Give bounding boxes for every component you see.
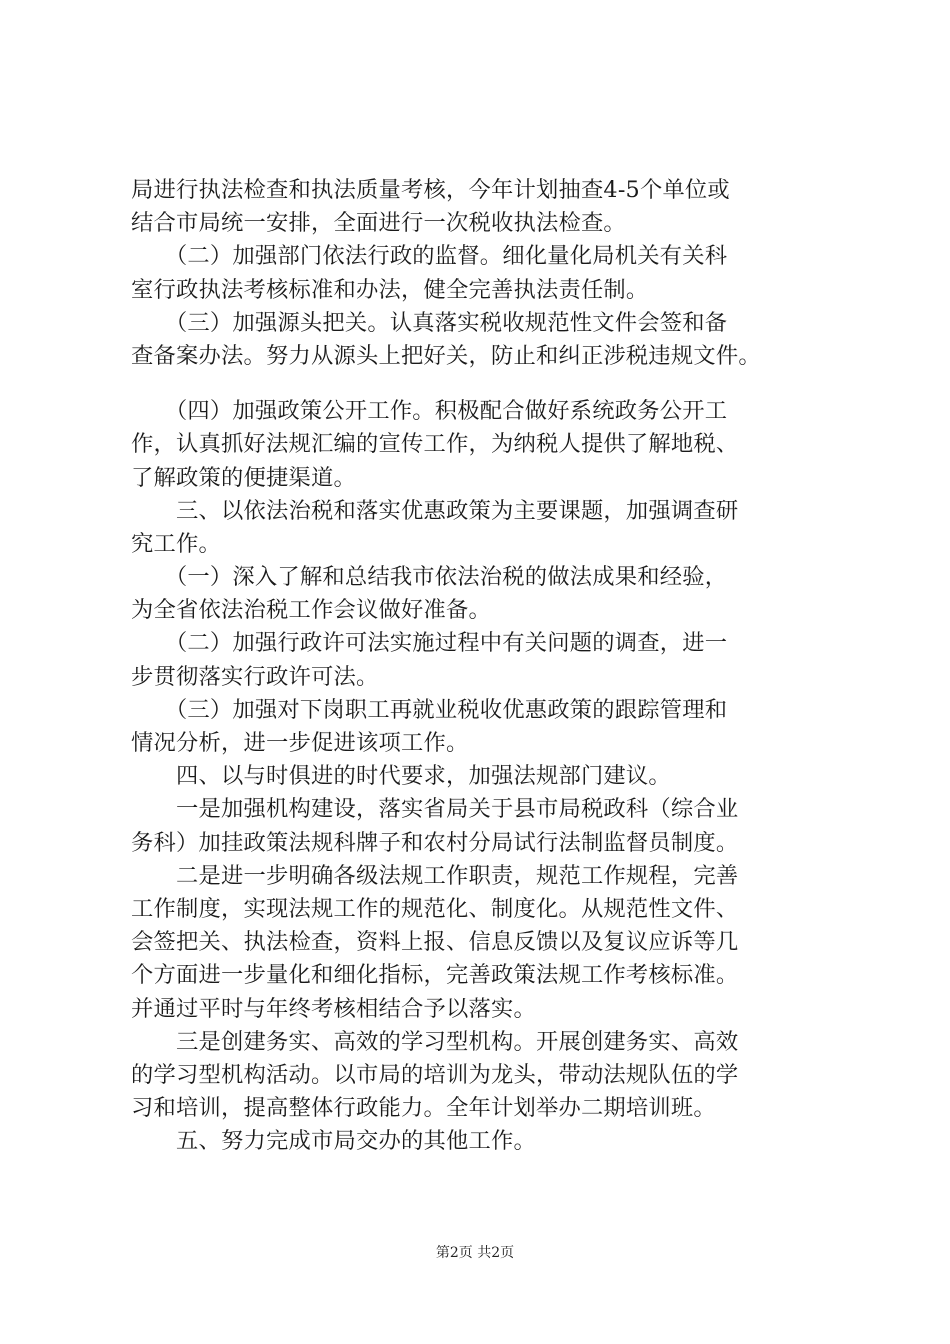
text-line: （二）加强行政许可法实施过程中有关问题的调查，进一 xyxy=(131,630,728,657)
text-line: 究工作。 xyxy=(131,530,221,557)
text-line: 局进行执法检查和执法质量考核，今年计划抽查4-5个单位或 xyxy=(131,177,730,203)
text-line: 情况分析，进一步促进该项工作。 xyxy=(131,730,469,756)
text-line: 结合市局统一安排，全面进行一次税收执法检查。 xyxy=(131,210,626,237)
text-line: 步贯彻落实行政许可法。 xyxy=(131,663,379,690)
text-line: 作，认真抓好法规汇编的宣传工作，为纳税人提供了解地税、 xyxy=(131,431,739,458)
text-line: 四、以与时俱进的时代要求，加强法规部门建议。 xyxy=(131,763,671,790)
text-line: 三、以依法治税和落实优惠政策为主要课题，加强调查研 xyxy=(131,497,739,524)
text-line: 一是加强机构建设，落实省局关于县市局税政科（综合业 xyxy=(131,796,739,823)
text-line: 的学习型机构活动。以市局的培训为龙头，带动法规队伍的学 xyxy=(131,1061,739,1088)
text-line: （一）深入了解和总结我市依法治税的做法成果和经验， xyxy=(131,564,728,591)
text-line: 个方面进一步量化和细化指标，完善政策法规工作考核标准。 xyxy=(131,962,739,989)
text-line: 为全省依法治税工作会议做好准备。 xyxy=(131,597,491,624)
paragraph-gap xyxy=(131,373,831,395)
text-line: 并通过平时与年终考核相结合予以落实。 xyxy=(131,995,536,1022)
page-number-footer: 第2页 共2页 xyxy=(435,1245,515,1261)
text-line: （二）加强部门依法行政的监督。细化量化局机关有关科 xyxy=(131,243,728,270)
text-line: 工作制度，实现法规工作的规范化、制度化。从规范性文件、 xyxy=(131,895,739,922)
text-line: 室行政执法考核标准和办法，健全完善执法责任制。 xyxy=(131,276,649,303)
text-line: 了解政策的便捷渠道。 xyxy=(131,464,356,491)
text-line: （三）加强源头把关。认真落实税收规范性文件会签和备 xyxy=(131,309,728,336)
text-line: 三是创建务实、高效的学习型机构。开展创建务实、高效 xyxy=(131,1028,739,1055)
document-body xyxy=(131,174,831,1158)
text-line: 五、努力完成市局交办的其他工作。 xyxy=(131,1128,536,1155)
text-line: （三）加强对下岗职工再就业税收优惠政策的跟踪管理和 xyxy=(131,696,728,723)
text-line: （四）加强政策公开工作。积极配合做好系统政务公开工 xyxy=(131,398,728,425)
text-line: 务科）加挂政策法规科牌子和农村分局试行法制监督员制度。 xyxy=(131,829,739,856)
text-line: 习和培训，提高整体行政能力。全年计划举办二期培训班。 xyxy=(131,1095,716,1122)
text-line: 查备案办法。努力从源头上把好关，防止和纠正涉税违规文件。 xyxy=(131,342,761,369)
text-line: 二是进一步明确各级法规工作职责，规范工作规程，完善 xyxy=(131,862,739,889)
text-line: 会签把关、执法检查，资料上报、信息反馈以及复议应诉等几 xyxy=(131,929,739,956)
